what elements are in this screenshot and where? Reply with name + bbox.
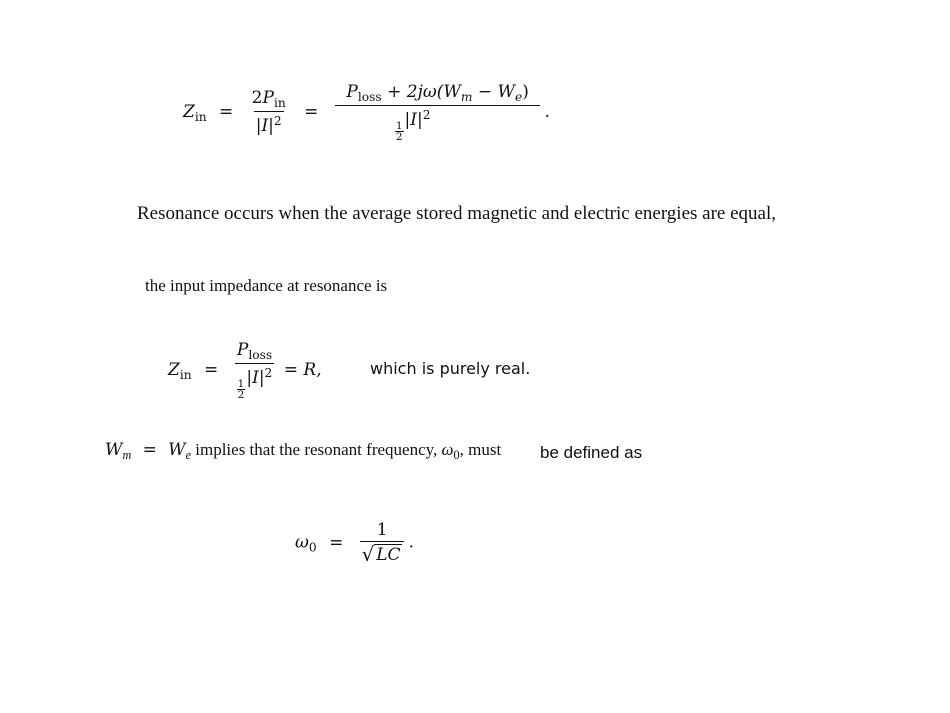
eq-period: . — [544, 101, 550, 122]
frac1-sub: in — [273, 96, 286, 111]
eq2-half-num: 1 — [237, 377, 245, 390]
omega-lhs: ω — [295, 532, 309, 553]
equation-resonant-frequency — [295, 520, 414, 566]
wm-equals: = — [142, 440, 157, 460]
omega0-subscript: 0 — [453, 447, 460, 462]
input-impedance-sentence: the input impedance at resonance is — [145, 276, 388, 295]
eq-equals-2: = — [304, 101, 319, 122]
eq-zin-subscript: in — [194, 109, 207, 124]
frac1-coef: 2 — [251, 88, 263, 109]
resonance-sentence: Resonance occurs when the average stored magnetic and electric energies are equal, — [137, 203, 777, 224]
equation-input-impedance — [183, 82, 550, 143]
frac2-p-sub: loss — [357, 89, 382, 104]
frac2-wm-sub: m — [460, 89, 473, 104]
wm-subscript: m — [122, 447, 132, 462]
eq-equals-1: = — [219, 101, 234, 122]
omega-lhs-sub: 0 — [308, 540, 317, 555]
eq2-equals-r: = R, — [283, 359, 322, 380]
fraction-ploss-over-half-i2-res — [235, 340, 275, 401]
wm-symbol: W — [105, 440, 123, 460]
eq2-half-fraction — [237, 379, 246, 401]
half-fraction — [395, 121, 404, 143]
we-subscript: e — [185, 447, 191, 462]
eq2-equals: = — [204, 359, 219, 380]
frac1-den-sup: 2 — [273, 114, 282, 129]
frac2-rest: + 2jω(W — [387, 82, 461, 102]
omega-num: 1 — [376, 520, 388, 540]
eq2-num-sub: loss — [248, 347, 273, 362]
omega-equals: = — [329, 532, 344, 553]
omega-period: . — [408, 532, 414, 553]
equation-resonant-impedance — [168, 340, 322, 401]
eq-zin-symbol: Z — [183, 101, 195, 122]
eq2-den-sup: 2 — [264, 365, 273, 380]
frac1-den: |I| — [255, 116, 274, 137]
frac1-var: P — [262, 88, 274, 109]
frac2-close: ) — [522, 82, 529, 102]
eq2-num-p: P — [236, 340, 249, 360]
sqrt-lc — [362, 544, 403, 565]
frac2-den-sup: 2 — [422, 107, 431, 122]
purely-real-text: which is purely real. — [370, 359, 531, 378]
frac2-minus-we: − W — [472, 82, 515, 102]
eq2-den: |I| — [246, 368, 265, 389]
sqrt-content: LC — [376, 545, 401, 565]
half-num: 1 — [395, 119, 403, 132]
fraction-one-over-sqrt-lc — [360, 520, 405, 566]
must-text: , must — [459, 440, 502, 459]
fraction-ploss-over-half-i2 — [335, 82, 541, 143]
omega0-symbol: ω — [441, 440, 454, 459]
frac2-we-sub: e — [514, 89, 523, 104]
defined-as-text: be defined as — [540, 443, 643, 462]
frac2-den: |I| — [404, 110, 423, 131]
frac2-p: P — [346, 82, 358, 102]
eq2-zin-symbol: Z — [168, 359, 180, 380]
we-symbol: W — [168, 440, 186, 460]
eq2-zin-subscript: in — [179, 367, 192, 382]
fraction-2pin-over-i2 — [250, 88, 288, 136]
sqrt-icon: √ — [361, 543, 375, 567]
half-den: 2 — [395, 131, 403, 144]
resonant-frequency-sentence — [105, 440, 501, 463]
eq2-half-den: 2 — [237, 389, 245, 402]
implies-text: implies that the resonant frequency, — [195, 440, 438, 459]
